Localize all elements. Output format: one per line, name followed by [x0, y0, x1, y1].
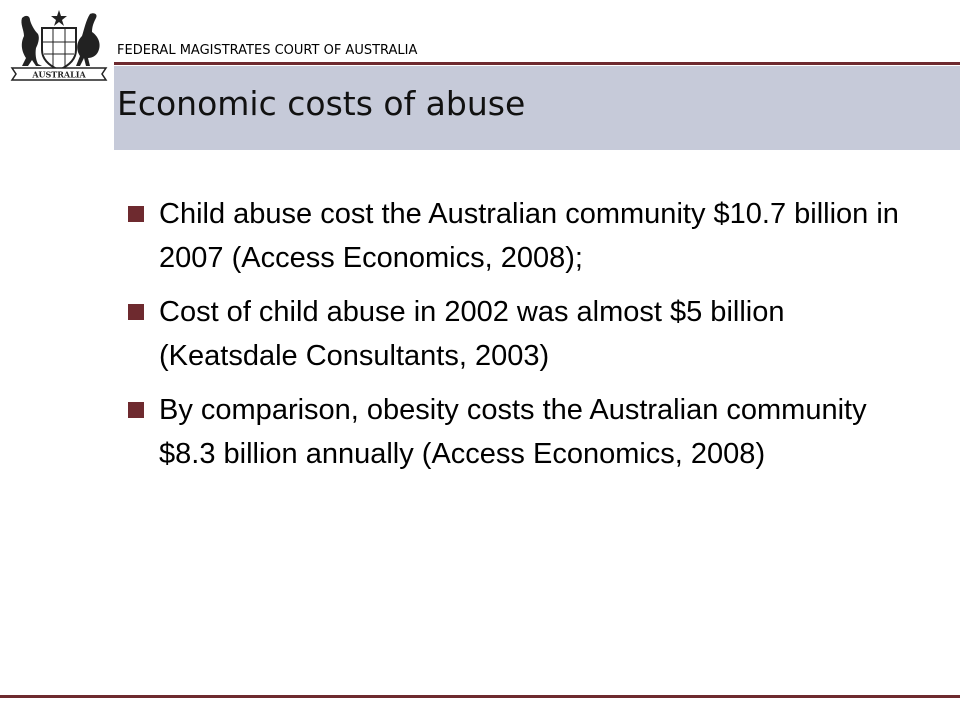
- square-bullet-icon: [128, 304, 144, 320]
- square-bullet-icon: [128, 402, 144, 418]
- slide-title: Economic costs of abuse: [117, 84, 526, 123]
- list-item: [128, 290, 928, 378]
- list-item: [128, 388, 928, 476]
- bullet-text: Cost of child abuse in 2002 was almost $5 billion (Keatsdale Consultants, 2003): [159, 296, 785, 372]
- coat-of-arms-logo: [8, 8, 110, 88]
- square-bullet-icon: [128, 206, 144, 222]
- kangaroo-icon: [21, 16, 42, 66]
- bullet-list: [128, 192, 928, 486]
- crest-label: AUSTRALIA: [32, 69, 86, 80]
- list-item: [128, 192, 928, 280]
- footer-divider: [0, 695, 960, 698]
- court-name: FEDERAL MAGISTRATES COURT OF AUSTRALIA: [117, 43, 418, 58]
- bullet-text: Child abuse cost the Australian community $10.7 billion in 2007 (Access Economics, 2008);: [159, 198, 899, 274]
- shield-icon: [42, 28, 76, 70]
- header-divider: [114, 62, 960, 65]
- star-icon: [51, 10, 67, 26]
- emu-icon: [76, 13, 100, 66]
- bullet-text: By comparison, obesity costs the Australian community $8.3 billion annually (Access Economics, 2008): [159, 394, 867, 470]
